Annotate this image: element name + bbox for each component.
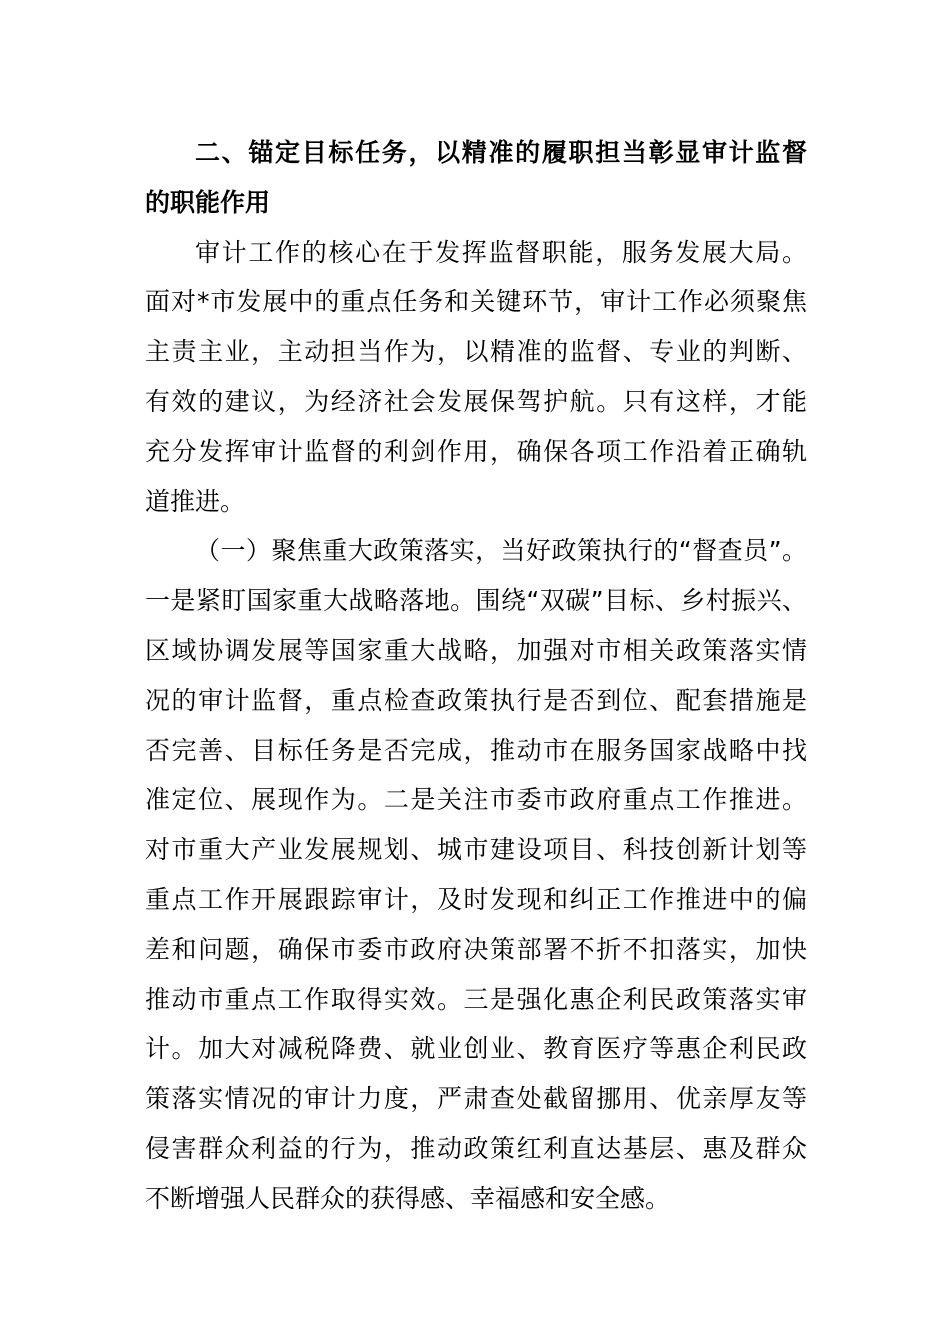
paragraph-line: 侵害群众利益的行为，推动政策红利直达基层、惠及群众 [145, 1133, 807, 1163]
paragraph-line: 区域协调发展等国家重大战略，加强对市相关政策落实情 [145, 635, 807, 665]
paragraph-line: 否完善、目标任务是否完成，推动市在服务国家战略中找 [145, 735, 807, 765]
paragraph-policy [145, 526, 807, 1223]
paragraph-line: 差和问题，确保市委市政府决策部署不折不扣落实，加快 [145, 934, 807, 964]
paragraph-line: 重点工作开展跟踪审计，及时发现和纠正工作推进中的偏 [145, 884, 807, 914]
paragraph-line: 策落实情况的审计力度，严肃查处截留挪用、优亲厚友等 [145, 1084, 807, 1114]
paragraph-line: 况的审计监督，重点检查政策执行是否到位、配套措施是 [145, 685, 807, 715]
section-heading [145, 128, 807, 228]
paragraph-line: 一是紧盯国家重大战略落地。围绕“双碳”目标、乡村振兴、 [145, 586, 807, 616]
paragraph-line: 不断增强人民群众的获得感、幸福感和安全感。 [145, 1183, 671, 1213]
paragraph-line: 对市重大产业发展规划、城市建设项目、科技创新计划等 [145, 835, 807, 865]
paragraph-line: 计。加大对减税降费、就业创业、教育医疗等惠企利民政 [145, 1034, 807, 1064]
paragraph-line: 主责主业，主动担当作为，以精准的监督、专业的判断、 [145, 337, 807, 367]
paragraph-line: 充分发挥审计监督的利剑作用，确保各项工作沿着正确轨 [145, 436, 807, 466]
paragraph-intro [145, 228, 807, 527]
paragraph-line: 推动市重点工作取得实效。三是强化惠企利民政策落实审 [145, 984, 807, 1014]
heading-line: 的职能作用 [145, 187, 271, 217]
paragraph-line: 道推进。 [145, 486, 246, 516]
paragraph-line: 准定位、展现作为。二是关注市委市政府重点工作推进。 [145, 785, 807, 815]
heading-line: 二、锚定目标任务，以精准的履职担当彰显审计监督 [195, 138, 807, 167]
paragraph-line: 有效的建议，为经济社会发展保驾护航。只有这样，才能 [145, 386, 807, 416]
document-body [145, 128, 807, 1224]
paragraph-line: 审计工作的核心在于发挥监督职能，服务发展大局。 [195, 237, 807, 267]
paragraph-line: （一）聚焦重大政策落实，当好政策执行的“督查员”。 [195, 536, 807, 566]
paragraph-line: 面对*市发展中的重点任务和关键环节，审计工作必须聚焦 [145, 287, 807, 317]
